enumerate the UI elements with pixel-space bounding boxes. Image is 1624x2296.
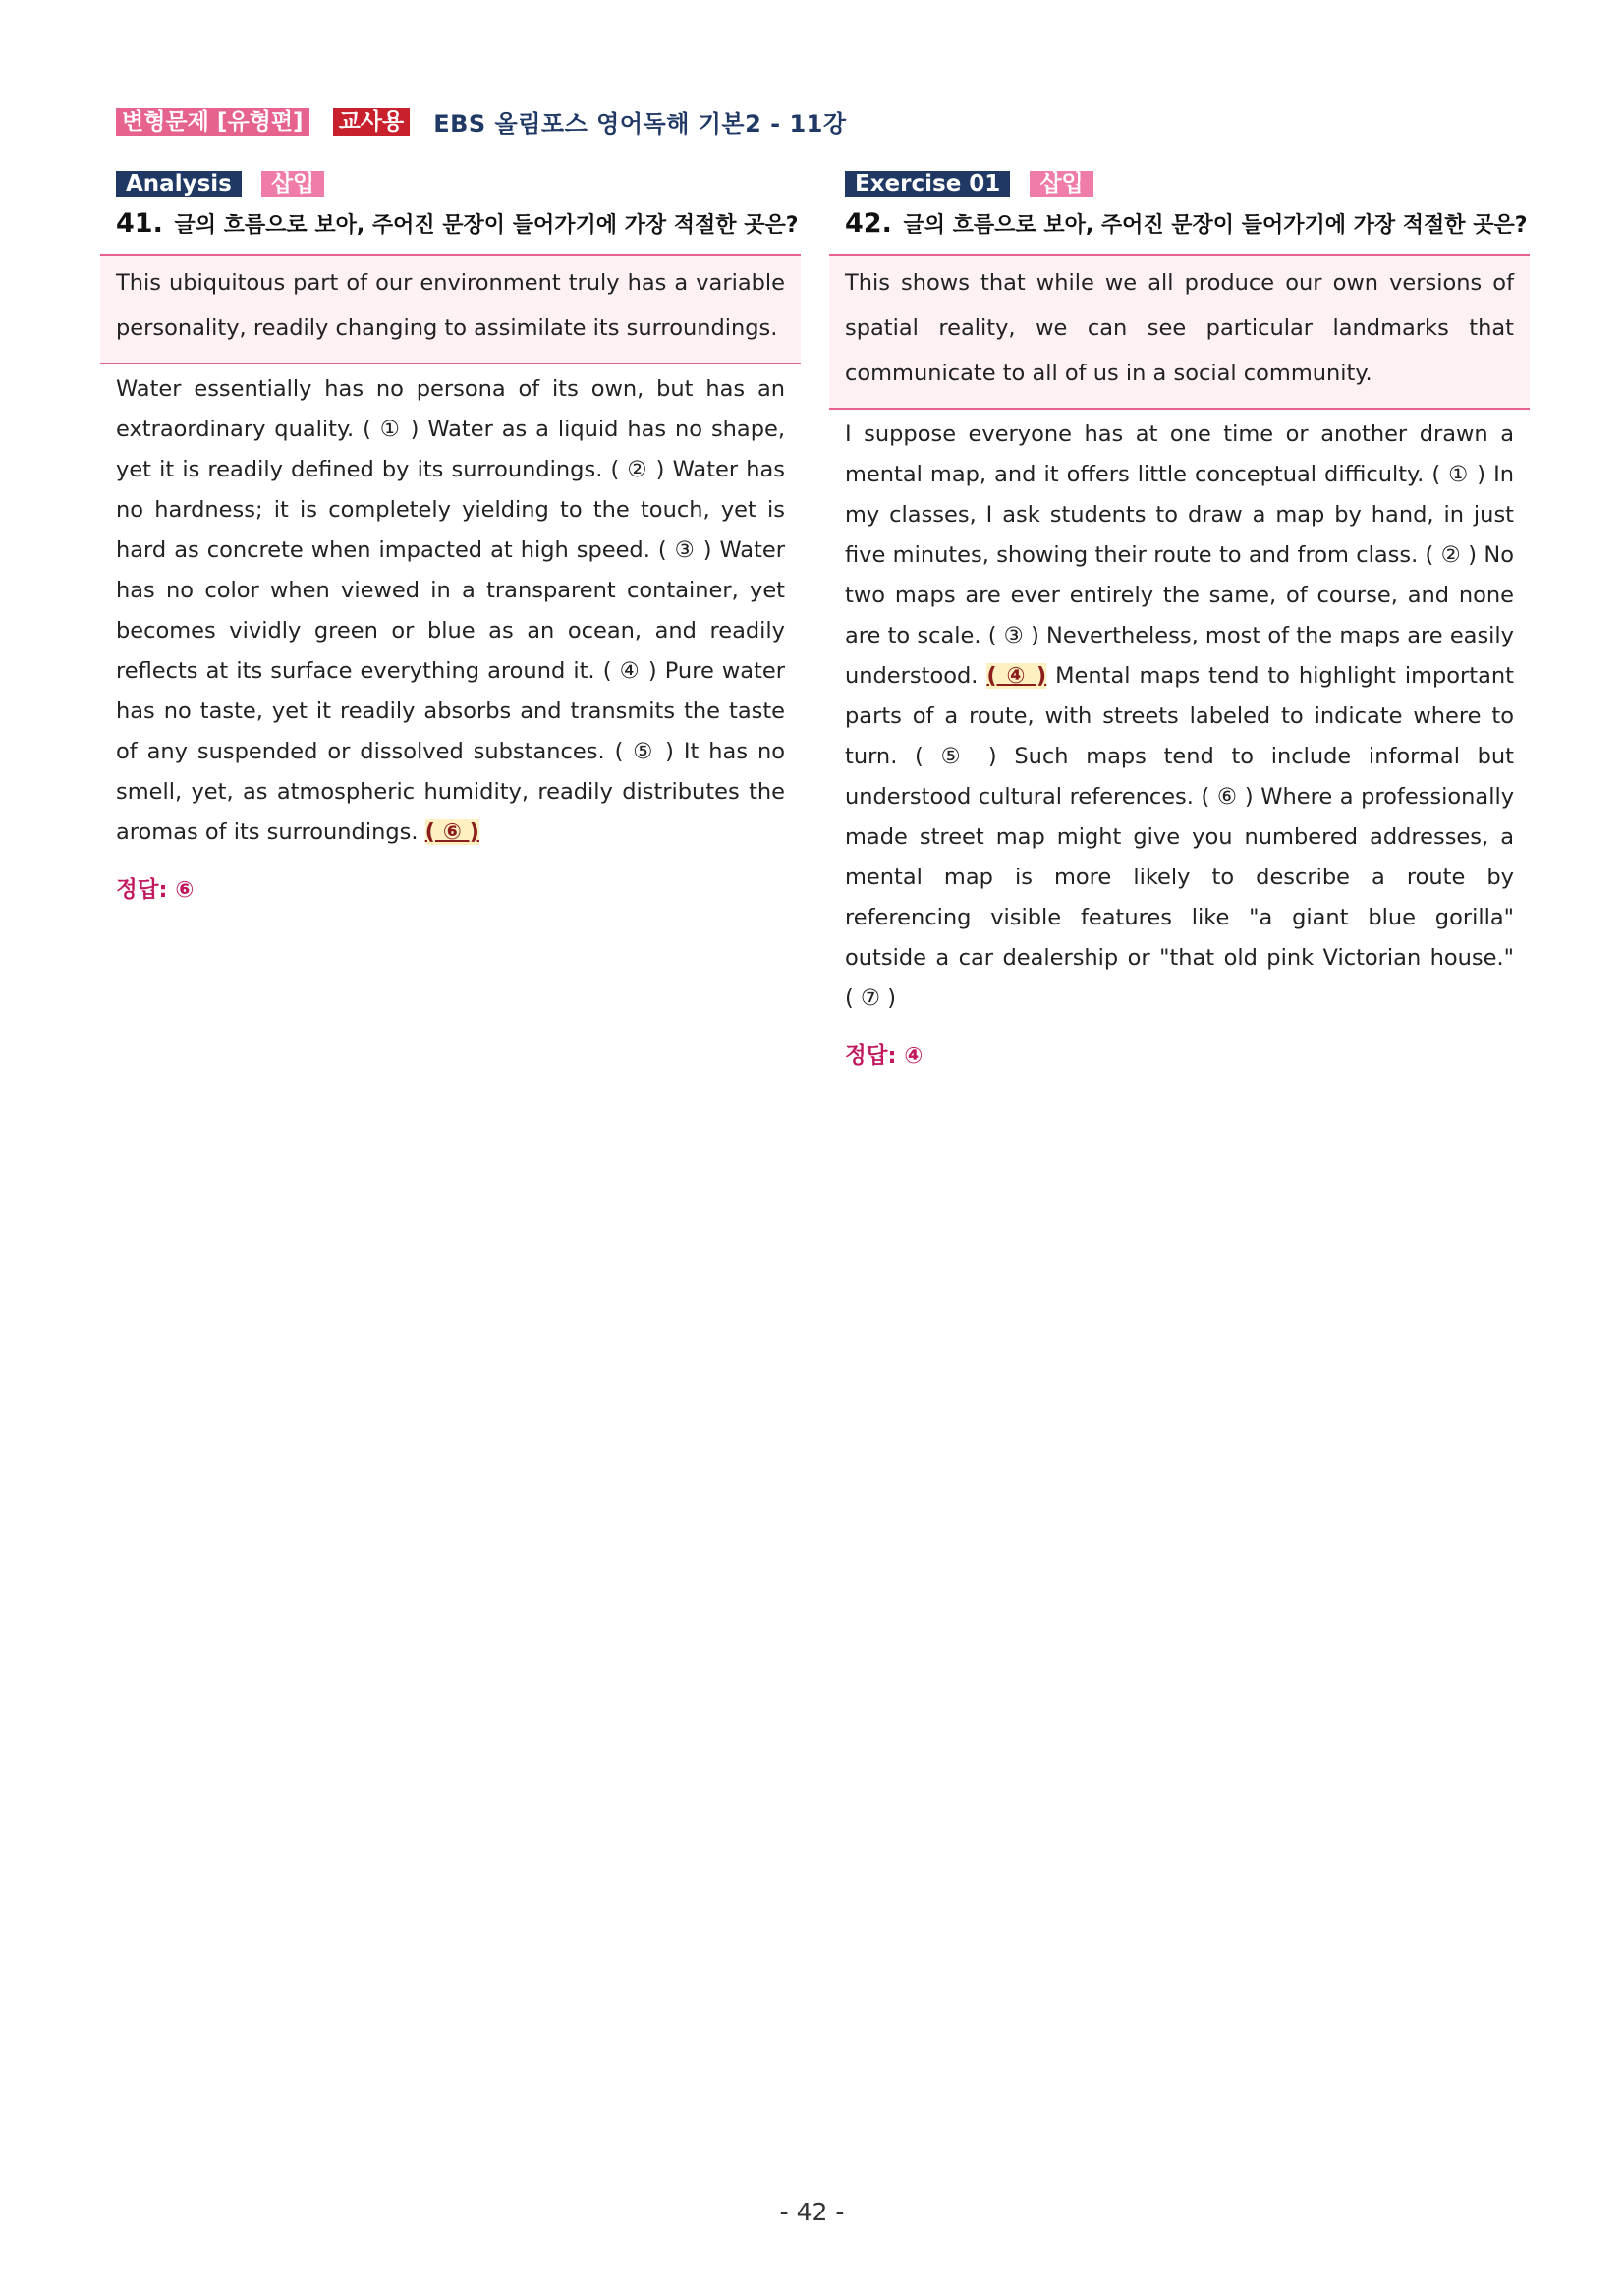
page-header [116, 104, 847, 139]
passage-segment: No two maps are ever entirely the same, of course, and none are to scale. [845, 542, 1515, 648]
question-text: 글의 흐름으로 보아, 주어진 문장이 들어가기에 가장 적절한 곳은? [903, 213, 1528, 238]
question-prompt [100, 205, 801, 245]
insertion-marker: ( ⑦ ) [845, 985, 897, 1011]
teacher-edition-tag: 교사용 [333, 108, 411, 136]
right-column [829, 170, 1530, 1070]
question-labels [100, 170, 801, 197]
insertion-marker: ( ② ) [610, 457, 665, 482]
insertion-marker: ( ⑥ ) [1201, 784, 1254, 810]
insertion-marker: ( ③ ) [987, 623, 1039, 648]
given-sentence-box [100, 254, 801, 364]
insertion-marker: ( ① ) [1431, 462, 1486, 487]
insertion-marker: ( ③ ) [657, 537, 712, 563]
question-prompt [829, 205, 1530, 245]
passage-segment: It has no smell, yet, as atmospheric humidity, readily distributes the aromas of its surroundings. [116, 739, 786, 845]
section-label: Analysis [116, 171, 242, 197]
passage-segment: Where a professionally made street map might give you numbered addresses, a mental map is more likely to describe a route by referencing visible features like "a giant blue gorilla" outside a car dealership or "that old pink Victorian house." [845, 784, 1515, 971]
given-sentence: This ubiquitous part of our environment truly has a variable personality, readily changing to assimilate its surroundings. [116, 270, 785, 341]
insertion-marker: ( ⑤ ) [915, 744, 997, 769]
question-labels [829, 170, 1530, 197]
insertion-marker: ( ⑤ ) [614, 739, 674, 764]
insertion-marker: ( ② ) [1425, 542, 1478, 568]
question-number: 42. [845, 208, 892, 239]
insertion-marker: ( ④ ) [602, 658, 657, 684]
given-sentence: This shows that while we all produce our own versions of spatial reality, we can see particular landmarks that communicate to all of us in a social community. [845, 270, 1514, 386]
question-number: 41. [116, 208, 163, 239]
passage-segment: Such maps tend to include informal but understood cultural references. [845, 744, 1514, 810]
answer-key: 정답: ⑥ [116, 877, 195, 903]
passage-segment: I suppose everyone has at one time or another drawn a mental map, and it offers little conceptual difficulty. [845, 421, 1514, 487]
passage-segment: Water essentially has no persona of its own, but has an extraordinary quality. [116, 376, 785, 442]
passage-segment: Water has no color when viewed in a transparent container, yet becomes vividly green or blue as an ocean, and readily reflects at its surface everything around it. [116, 537, 786, 684]
answer-insertion-marker: ( ⑥ ) [424, 819, 479, 845]
left-column [100, 170, 801, 904]
passage-segment: Nevertheless, most of the maps are easily understood. [845, 623, 1515, 689]
page-number: - 42 - [779, 2198, 845, 2226]
passage-segment: Mental maps tend to highlight important parts of a route, with streets labeled to indicate where to turn. [845, 663, 1514, 769]
passage-segment: Water as a liquid has no shape, yet it is readily defined by its surroundings. [116, 417, 785, 482]
question-text: 글의 흐름으로 보아, 주어진 문장이 들어가기에 가장 적절한 곳은? [174, 213, 799, 238]
question-type-label: 삽입 [261, 171, 324, 197]
section-label: Exercise 01 [845, 171, 1010, 197]
page-title: EBS 올림포스 영어독해 기본2 - 11강 [433, 110, 847, 138]
passage-segment: Water has no hardness; it is completely yielding to the touch, yet is hard as concrete when impacted at high speed. [116, 457, 786, 563]
insertion-marker: ( ① ) [363, 417, 420, 442]
passage-text [100, 364, 801, 853]
passage-text [829, 410, 1530, 1019]
answer-insertion-marker: ( ④ ) [986, 663, 1047, 689]
given-sentence-box [829, 254, 1530, 410]
answer-key: 정답: ④ [845, 1043, 924, 1069]
variant-type-tag: 변형문제 [유형편] [116, 108, 309, 136]
passage-segment: In my classes, I ask students to draw a map by hand, in just five minutes, showing their route to and from class. [845, 462, 1515, 568]
question-type-label: 삽입 [1030, 171, 1092, 197]
passage-segment: Pure water has no taste, yet it readily absorbs and transmits the taste of any suspended or dissolved substances. [116, 658, 786, 764]
